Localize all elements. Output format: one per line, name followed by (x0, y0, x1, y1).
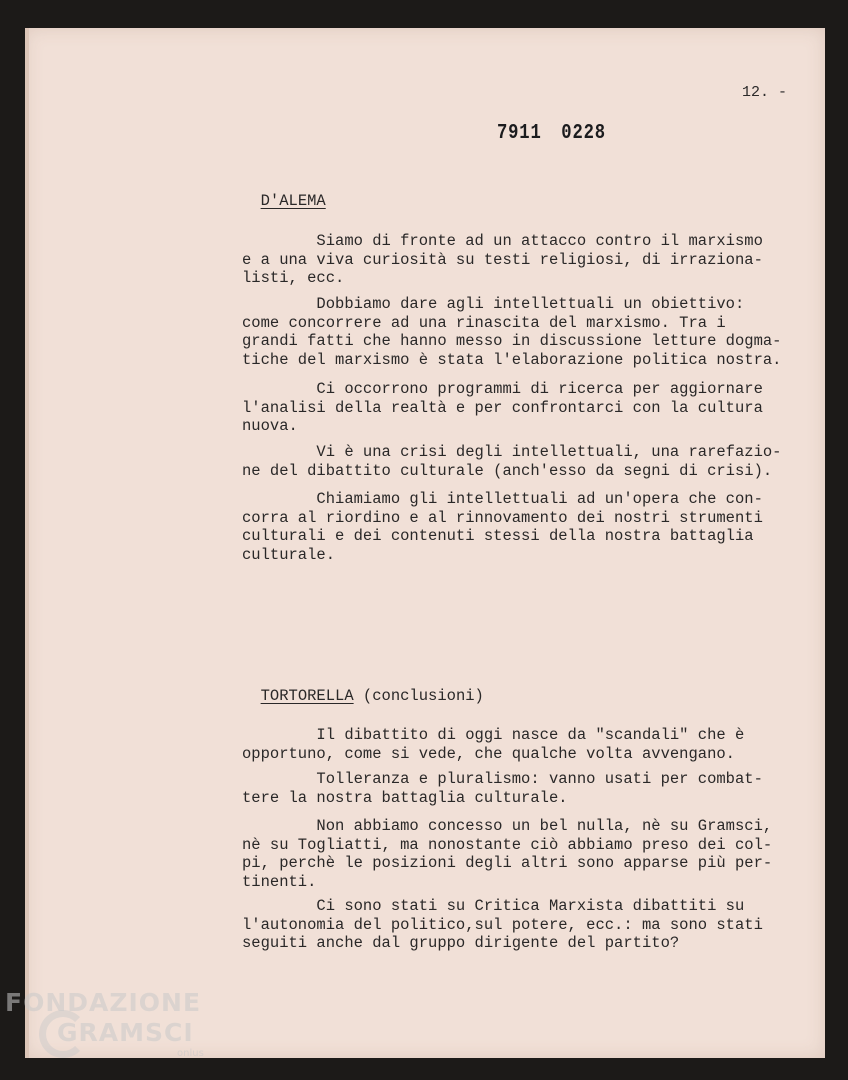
paragraph: Non abbiamo concesso un bel nulla, nè su Gramsci, nè su Togliatti, ma nonostante ciò abbiamo preso dei col- pi, perchè le posizioni degli altri sono apparse più per- tinenti. (242, 817, 773, 891)
paragraph: Ci occorrono programmi di ricerca per aggiornare l'analisi della realtà e per confrontarci con la cultura nuova. (242, 380, 763, 435)
paragraph: Il dibattito di oggi nasce da "scandali" che è opportuno, come si vede, che qualche volta avvengano. (242, 726, 745, 763)
watermark-line-3: onlus (177, 1048, 204, 1059)
watermark-line-2: GRAMSCI (57, 1018, 194, 1047)
paragraph: Ci sono stati su Critica Marxista dibattiti su l'autonomia del politico,sul potere, ecc.: ma sono stati seguiti anche dal gruppo dirigente del partito? (242, 897, 763, 952)
watermark-line-1: FONDAZIONE (5, 988, 202, 1017)
paragraph: Chiamiamo gli intellettuali ad un'opera che con- corra al riordino e al rinnovamento dei nostri strumenti culturali e dei contenuti stessi della nostra battaglia culturale. (242, 490, 763, 564)
speaker-name: D'ALEMA (260, 192, 326, 210)
paragraph: Dobbiamo dare agli intellettuali un obiettivo: come concorrere ad una rinascita del marxismo. Tra i grandi fatti che hanno messo in discussione letture dogma- tiche del marxismo è stata l'elaborazione politica nostra. (242, 295, 782, 369)
paragraph: Siamo di fronte ad un attacco contro il marxismo e a una viva curiosità su testi religiosi, di irraziona- listi, ecc. (242, 232, 763, 287)
archive-stamp (497, 122, 606, 145)
paragraph: Vi è una crisi degli intellettuali, una rarefazio- ne del dibattito culturale (anch'esso da segni di crisi). (242, 443, 782, 480)
stamp-part-1: 7911 (497, 122, 542, 145)
paragraph: Tolleranza e pluralismo: vanno usati per combat- tere la nostra battaglia culturale. (242, 770, 763, 807)
stamp-part-2: 0228 (561, 122, 606, 145)
speaker-heading (242, 174, 326, 210)
page-edge (25, 28, 29, 1058)
speaker-name: TORTORELLA (260, 687, 354, 705)
speaker-heading (242, 669, 484, 705)
page-number: 12. - (742, 84, 788, 101)
speaker-note: (conclusioni) (353, 687, 484, 705)
